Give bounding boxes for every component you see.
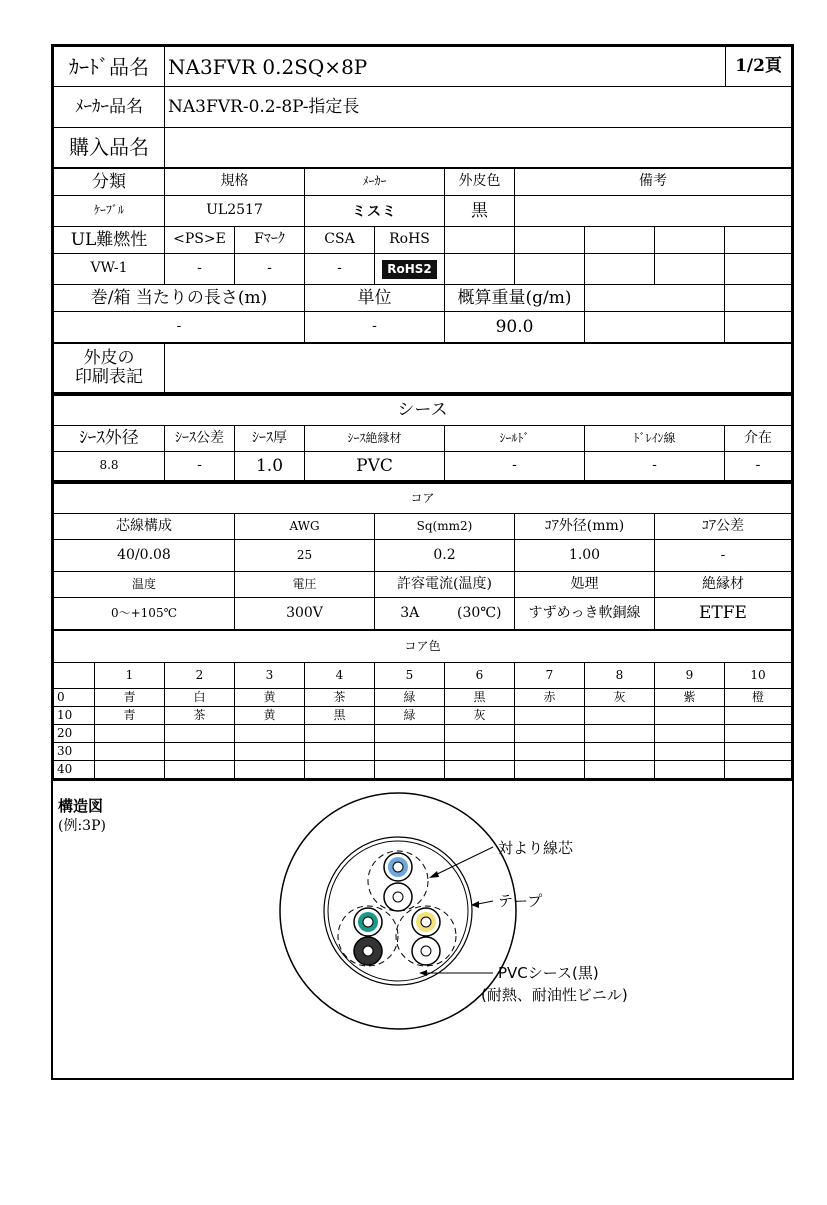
color-cell xyxy=(305,743,375,761)
purchase-name-label: 購入品名 xyxy=(54,127,165,167)
core-table xyxy=(53,483,792,630)
sheath-value-material: PVC xyxy=(305,452,445,482)
leader-line-pair xyxy=(431,847,493,877)
sheath-header-shield: ｼｰﾙﾄﾞ xyxy=(445,426,585,452)
core-value-voltage: 300V xyxy=(235,598,375,630)
color-cell xyxy=(515,725,585,743)
length-header-empty xyxy=(725,285,792,312)
color-row-index: 20 xyxy=(54,725,95,743)
sheath-header-tol: ｼｰｽ公差 xyxy=(165,426,235,452)
color-column-header: 3 xyxy=(235,663,305,689)
core-value-sq: 0.2 xyxy=(375,540,515,572)
core-header-current: 許容電流(温度) xyxy=(375,572,515,598)
color-row xyxy=(54,689,792,707)
color-cell xyxy=(375,725,445,743)
color-cell xyxy=(655,707,725,725)
color-column-header: 2 xyxy=(165,663,235,689)
color-cell xyxy=(725,707,792,725)
core-title: コア xyxy=(54,484,792,514)
std-header-empty xyxy=(655,227,725,254)
arrow-icon xyxy=(419,970,427,976)
sheath-table xyxy=(53,395,792,483)
print-value xyxy=(165,344,792,394)
core-header-od: ｺｱ外径(mm) xyxy=(515,514,655,540)
color-cell: 茶 xyxy=(305,689,375,707)
class-header-category: 分類 xyxy=(54,169,165,196)
color-cell xyxy=(445,743,515,761)
structure-title: 構造図 xyxy=(58,797,104,815)
color-cell xyxy=(95,743,165,761)
print-label-line2: 印刷表記 xyxy=(75,367,143,387)
core-value-tol: - xyxy=(655,540,792,572)
color-column-header: 9 xyxy=(655,663,725,689)
color-cell xyxy=(305,725,375,743)
color-cell xyxy=(445,761,515,779)
color-cell xyxy=(235,743,305,761)
structure-subtitle: (例:3P) xyxy=(58,818,106,834)
color-cell xyxy=(235,761,305,779)
core-yellow xyxy=(412,908,440,936)
print-label xyxy=(54,344,165,394)
color-cell: 黒 xyxy=(305,707,375,725)
header-table xyxy=(53,46,792,168)
color-row xyxy=(54,725,792,743)
length-header-empty xyxy=(585,285,725,312)
color-cell xyxy=(655,725,725,743)
class-header-remarks: 備考 xyxy=(515,169,792,196)
color-cell: 紫 xyxy=(655,689,725,707)
rohs2-badge: RoHS2 xyxy=(382,260,437,279)
sheath-value-shield: - xyxy=(445,452,585,482)
color-cell: 茶 xyxy=(165,707,235,725)
core-white-2 xyxy=(412,937,440,965)
color-cell xyxy=(725,725,792,743)
std-header-rohs: RoHS xyxy=(375,227,445,254)
std-value-pse: - xyxy=(165,254,235,285)
color-cell xyxy=(95,725,165,743)
arrow-icon xyxy=(429,871,439,878)
core-value-treatment: すずめっき軟銅線 xyxy=(515,598,655,630)
maker-logo: ミスミ xyxy=(352,203,397,220)
core-header-temp: 温度 xyxy=(54,572,235,598)
std-value-empty xyxy=(585,254,655,285)
color-cell xyxy=(375,743,445,761)
color-cell: 緑 xyxy=(375,689,445,707)
unit-header: 単位 xyxy=(305,285,445,312)
std-value-empty xyxy=(725,254,792,285)
color-cell: 黄 xyxy=(235,689,305,707)
length-value: - xyxy=(54,312,305,343)
std-header-csa: CSA xyxy=(305,227,375,254)
sheath-header-filler: 介在 xyxy=(725,426,792,452)
color-cell xyxy=(515,707,585,725)
class-value-remarks xyxy=(515,196,792,227)
color-cell xyxy=(165,743,235,761)
std-value-rohs-cell xyxy=(375,254,445,285)
core-header-tol: ｺｱ公差 xyxy=(655,514,792,540)
std-header-empty xyxy=(515,227,585,254)
core-header-voltage: 電圧 xyxy=(235,572,375,598)
label-pair: 対より線芯 xyxy=(498,839,574,857)
class-value-standard: UL2517 xyxy=(165,196,305,227)
color-cell xyxy=(445,725,515,743)
color-column-header: 4 xyxy=(305,663,375,689)
sheath-header-material: ｼｰｽ絶縁材 xyxy=(305,426,445,452)
color-cell xyxy=(725,761,792,779)
std-header-empty xyxy=(585,227,655,254)
color-row-index: 0 xyxy=(54,689,95,707)
card-name-label: ｶｰﾄﾞ品名 xyxy=(54,47,165,87)
spec-sheet xyxy=(51,44,794,1080)
color-row xyxy=(54,761,792,779)
core-value-current-temp: (30℃) xyxy=(445,598,515,630)
sheath-value-thick: 1.0 xyxy=(235,452,305,482)
color-cell xyxy=(235,725,305,743)
class-header-standard: 規格 xyxy=(165,169,305,196)
sheath-header-od: ｼｰｽ外径 xyxy=(54,426,165,452)
core-value-awg: 25 xyxy=(235,540,375,572)
std-value-fmark: - xyxy=(235,254,305,285)
unit-value: - xyxy=(305,312,445,343)
color-cell xyxy=(515,761,585,779)
std-header-pse: <PS>E xyxy=(165,227,235,254)
core-color-table xyxy=(53,630,792,779)
color-index-header xyxy=(54,663,95,689)
sheath-value-filler: - xyxy=(725,452,792,482)
color-cell: 青 xyxy=(95,707,165,725)
color-column-header: 5 xyxy=(375,663,445,689)
core-header-insulation: 絶縁材 xyxy=(655,572,792,598)
color-cell: 赤 xyxy=(515,689,585,707)
class-value-maker-cell xyxy=(305,196,445,227)
color-cell xyxy=(585,707,655,725)
color-row xyxy=(54,743,792,761)
std-header-fmark: Fﾏｰｸ xyxy=(235,227,305,254)
color-cell xyxy=(165,761,235,779)
color-row-index: 40 xyxy=(54,761,95,779)
std-value-ul: VW-1 xyxy=(54,254,165,285)
color-cell xyxy=(165,725,235,743)
label-sheath: PVCシース(黒) xyxy=(498,964,599,982)
core-header-treatment: 処理 xyxy=(515,572,655,598)
core-white xyxy=(384,883,412,911)
std-header-empty xyxy=(445,227,515,254)
print-table xyxy=(53,343,792,395)
label-sheath-note: (耐熱、耐油性ビニル) xyxy=(481,986,628,1004)
color-row-index: 10 xyxy=(54,707,95,725)
sheath-value-drain: - xyxy=(585,452,725,482)
length-value-empty xyxy=(725,312,792,343)
color-row xyxy=(54,707,792,725)
class-header-color: 外皮色 xyxy=(445,169,515,196)
core-value-current: 3A xyxy=(375,598,445,630)
color-row-index: 30 xyxy=(54,743,95,761)
core-value-od: 1.00 xyxy=(515,540,655,572)
core-header-strand: 芯線構成 xyxy=(54,514,235,540)
classification-table xyxy=(53,168,792,343)
length-value-empty xyxy=(585,312,725,343)
color-cell xyxy=(655,761,725,779)
color-cell: 橙 xyxy=(725,689,792,707)
color-cell xyxy=(585,743,655,761)
std-value-empty xyxy=(445,254,515,285)
color-column-header: 8 xyxy=(585,663,655,689)
color-cell xyxy=(515,743,585,761)
label-tape: テープ xyxy=(498,892,543,910)
class-header-maker: ﾒｰｶｰ xyxy=(305,169,445,196)
color-cell: 緑 xyxy=(375,707,445,725)
class-value-color: 黒 xyxy=(445,196,515,227)
maker-name-label: ﾒｰｶｰ品名 xyxy=(54,87,165,127)
color-cell xyxy=(655,743,725,761)
core-header-sq: Sq(mm2) xyxy=(375,514,515,540)
color-column-header: 7 xyxy=(515,663,585,689)
std-value-empty xyxy=(515,254,585,285)
sheath-header-drain: ﾄﾞﾚｲﾝ線 xyxy=(585,426,725,452)
std-value-csa: - xyxy=(305,254,375,285)
structure-section xyxy=(53,779,792,1057)
core-color-title: コア色 xyxy=(54,631,792,663)
core-value-temp: 0～+105℃ xyxy=(54,598,235,630)
core-black xyxy=(354,937,382,965)
color-cell xyxy=(375,761,445,779)
core-value-insulation: ETFE xyxy=(655,598,792,630)
class-value-category: ｹｰﾌﾞﾙ xyxy=(54,196,165,227)
card-name-value: NA3FVR 0.2SQ×8P xyxy=(165,47,726,87)
weight-header: 概算重量(g/m) xyxy=(445,285,585,312)
color-cell: 黒 xyxy=(445,689,515,707)
color-cell xyxy=(585,725,655,743)
color-column-header: 1 xyxy=(95,663,165,689)
sheath-header-thick: ｼｰｽ厚 xyxy=(235,426,305,452)
color-cell: 灰 xyxy=(585,689,655,707)
purchase-name-value xyxy=(165,127,792,167)
core-value-strand: 40/0.08 xyxy=(54,540,235,572)
color-cell xyxy=(725,743,792,761)
maker-name-value: NA3FVR-0.2-8P-指定長 xyxy=(165,87,792,127)
color-cell xyxy=(585,761,655,779)
print-label-line1: 外皮の xyxy=(83,348,135,369)
page-number: 1/2頁 xyxy=(726,47,792,87)
core-blue xyxy=(384,853,412,881)
color-cell: 黄 xyxy=(235,707,305,725)
std-value-empty xyxy=(655,254,725,285)
std-header-empty xyxy=(725,227,792,254)
color-cell: 白 xyxy=(165,689,235,707)
length-header: 巻/箱 当たりの長さ(m) xyxy=(54,285,305,312)
core-green xyxy=(354,908,382,936)
std-header-ul: UL難燃性 xyxy=(54,227,165,254)
color-cell: 青 xyxy=(95,689,165,707)
sheath-value-od: 8.8 xyxy=(54,452,165,482)
cable-cross-section-diagram xyxy=(53,781,792,1053)
color-column-header: 6 xyxy=(445,663,515,689)
sheath-title: シース xyxy=(54,396,792,426)
weight-value: 90.0 xyxy=(445,312,585,343)
color-cell: 灰 xyxy=(445,707,515,725)
color-cell xyxy=(305,761,375,779)
color-cell xyxy=(95,761,165,779)
core-header-awg: AWG xyxy=(235,514,375,540)
sheath-value-tol: - xyxy=(165,452,235,482)
color-column-header: 10 xyxy=(725,663,792,689)
